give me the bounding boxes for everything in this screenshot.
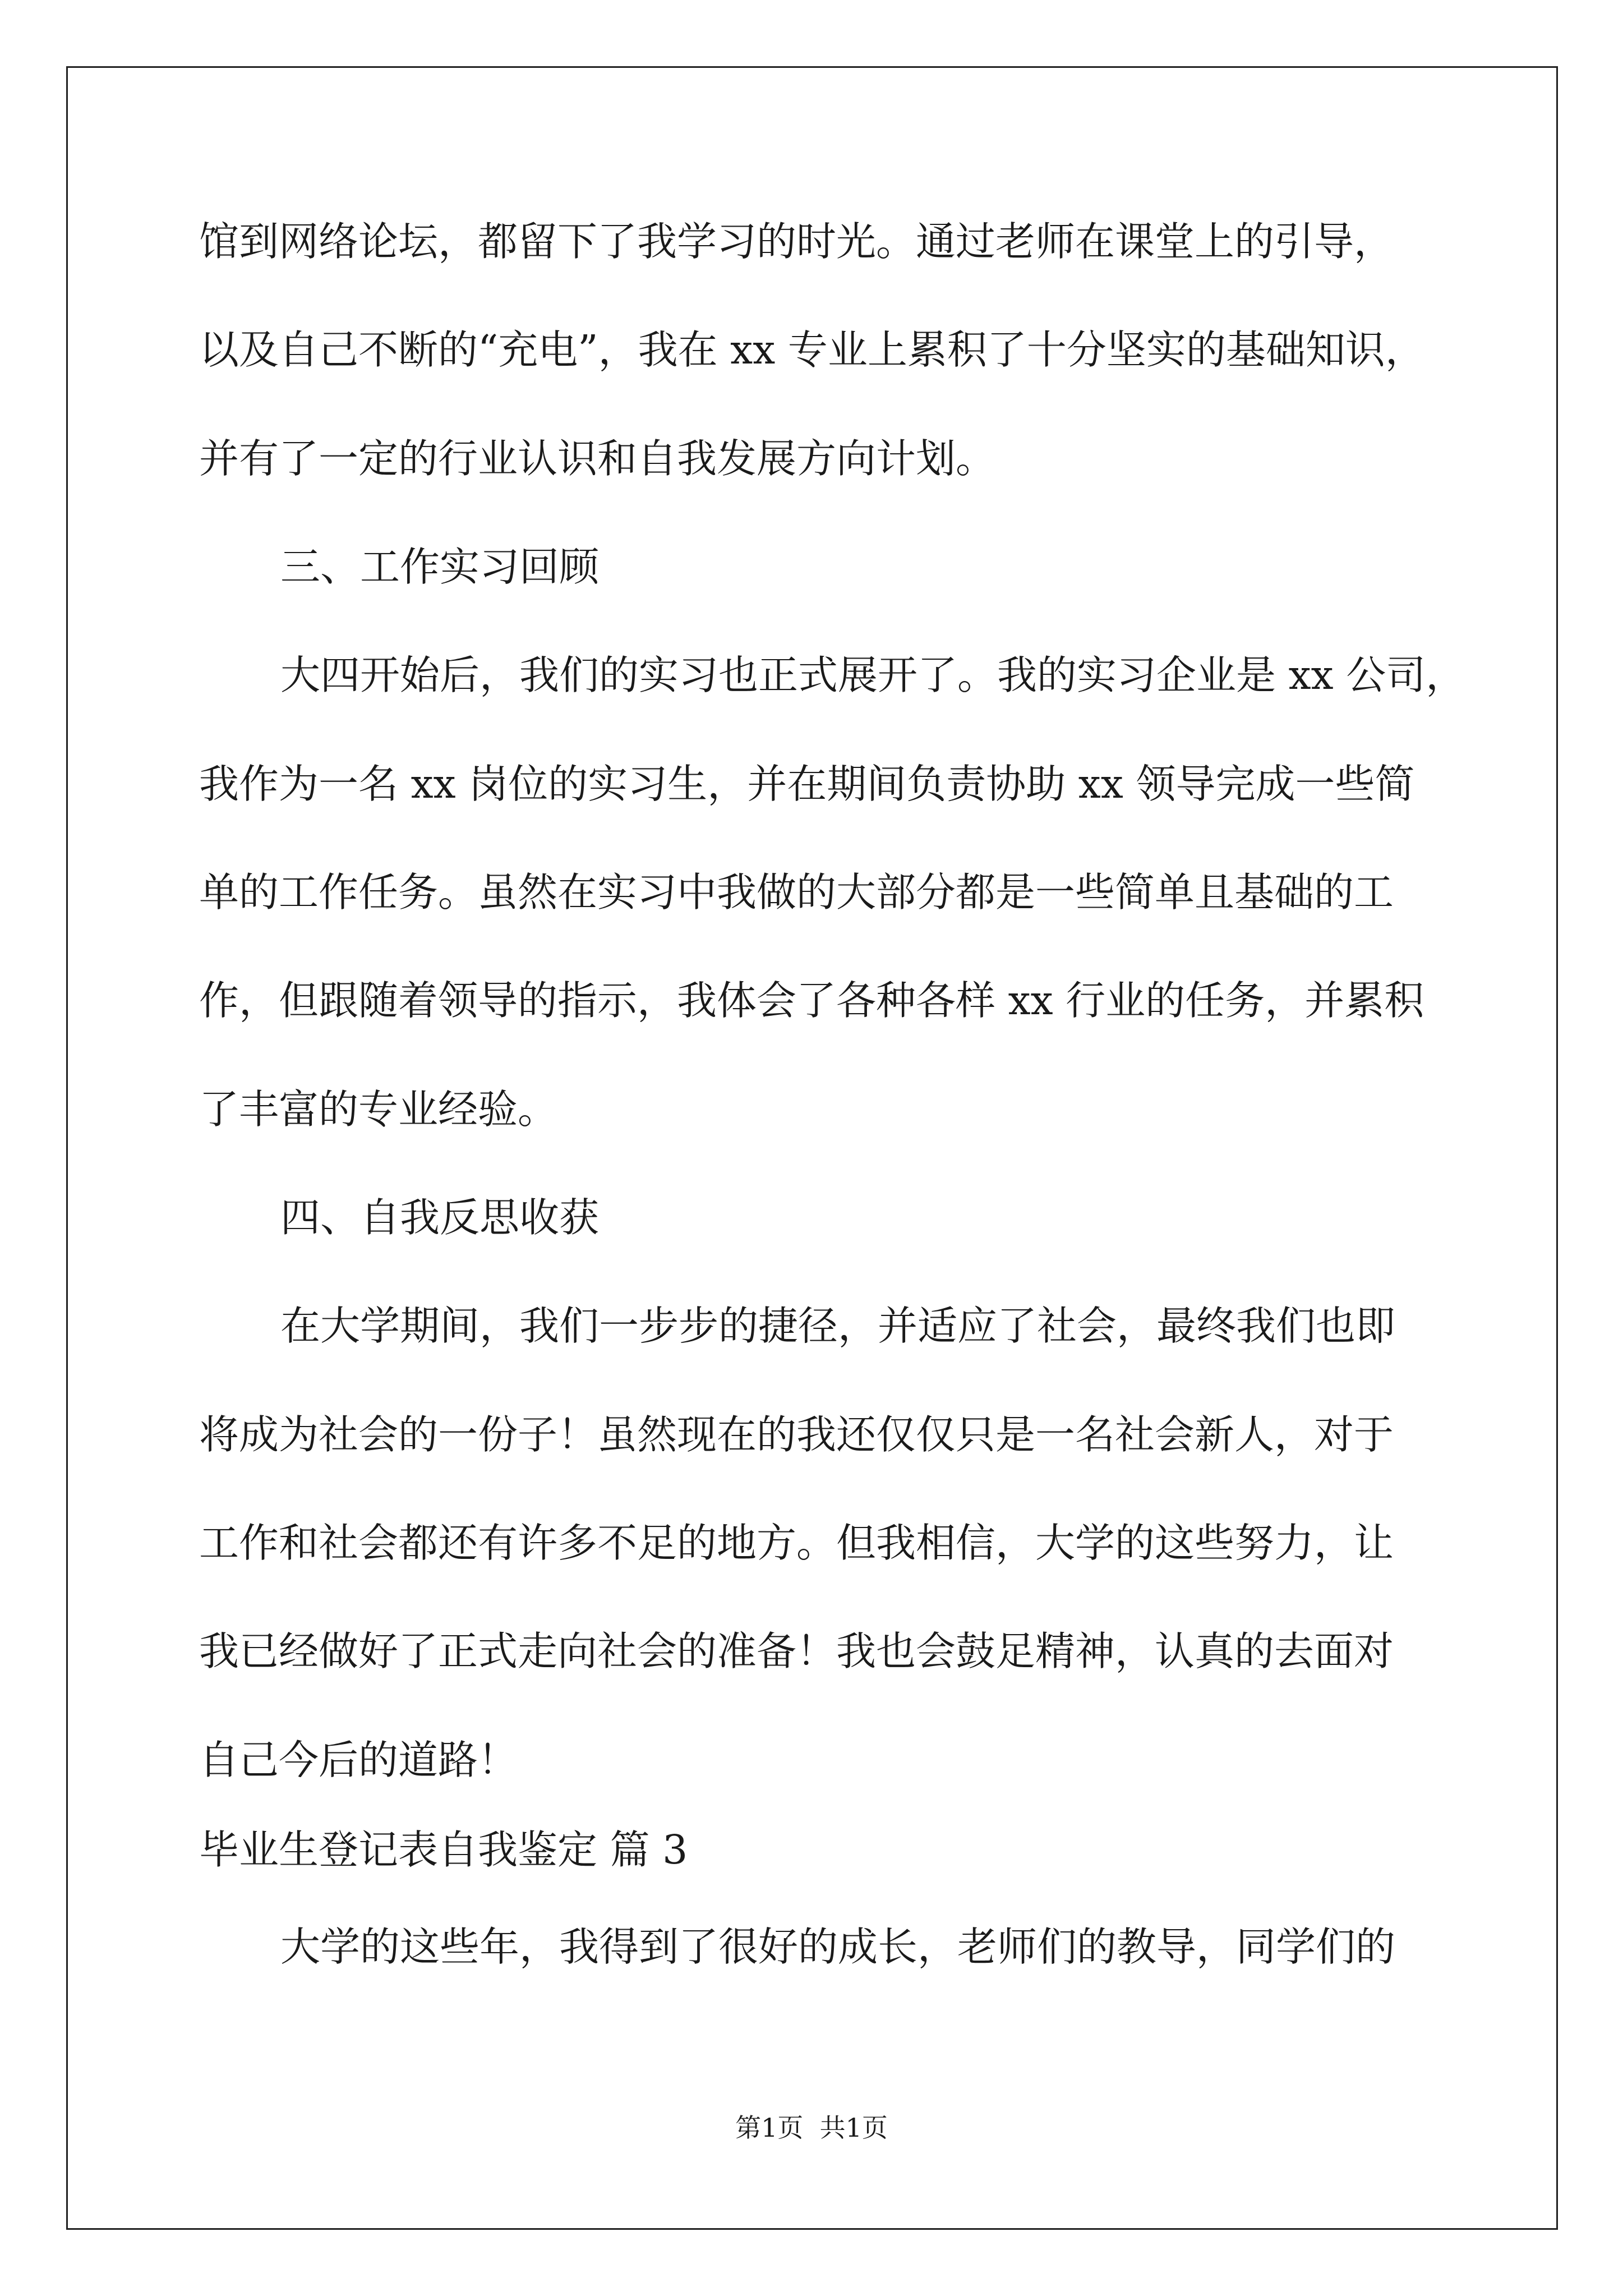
paragraph-line: 并有了一定的行业认识和自我发展方向计划。 (199, 435, 996, 482)
paragraph-line: 在大学期间，我们一步步的捷径，并适应了社会，最终我们也即 (280, 1303, 1396, 1349)
paragraph-line: 我已经做好了正式走向社会的准备！我也会鼓足精神，认真的去面对 (199, 1628, 1394, 1674)
page-border (66, 66, 1558, 2230)
section-heading: 三、工作实习回顾 (280, 544, 600, 590)
paragraph-line: 我作为一名 xx 岗位的实习生，并在期间负责协助 xx 领导完成一些简 (199, 761, 1415, 807)
paragraph-line: 馆到网络论坛，都留下了我学习的时光。通过老师在课堂上的引导， (199, 218, 1394, 265)
paragraph-line: 了丰富的专业经验。 (199, 1086, 558, 1133)
page-number-footer: 第1页 共1页 (735, 2113, 888, 2143)
section-heading: 四、自我反思收获 (280, 1194, 600, 1241)
paragraph-line: 单的工作任务。虽然在实习中我做的大部分都是一些简单且基础的工 (199, 869, 1394, 915)
paragraph-line: 以及自己不断的“充电”，我在 xx 专业上累积了十分坚实的基础知识， (199, 326, 1425, 373)
paragraph-line: 将成为社会的一份子！虽然现在的我还仅仅只是一名社会新人，对于 (199, 1411, 1394, 1458)
paragraph-line: 工作和社会都还有许多不足的地方。但我相信，大学的这些努力，让 (199, 1520, 1394, 1566)
article-title: 毕业生登记表自我鉴定 篇 3 (199, 1826, 688, 1873)
paragraph-line: 大学的这些年，我得到了很好的成长，老师们的教导，同学们的 (280, 1924, 1396, 1970)
paragraph-line: 作，但跟随着领导的指示，我体会了各种各样 xx 行业的任务，并累积 (199, 977, 1424, 1024)
paragraph-line: 自己今后的道路！ (199, 1737, 518, 1783)
paragraph-line: 大四开始后，我们的实习也正式展开了。我的实习企业是 xx 公司， (280, 652, 1466, 698)
